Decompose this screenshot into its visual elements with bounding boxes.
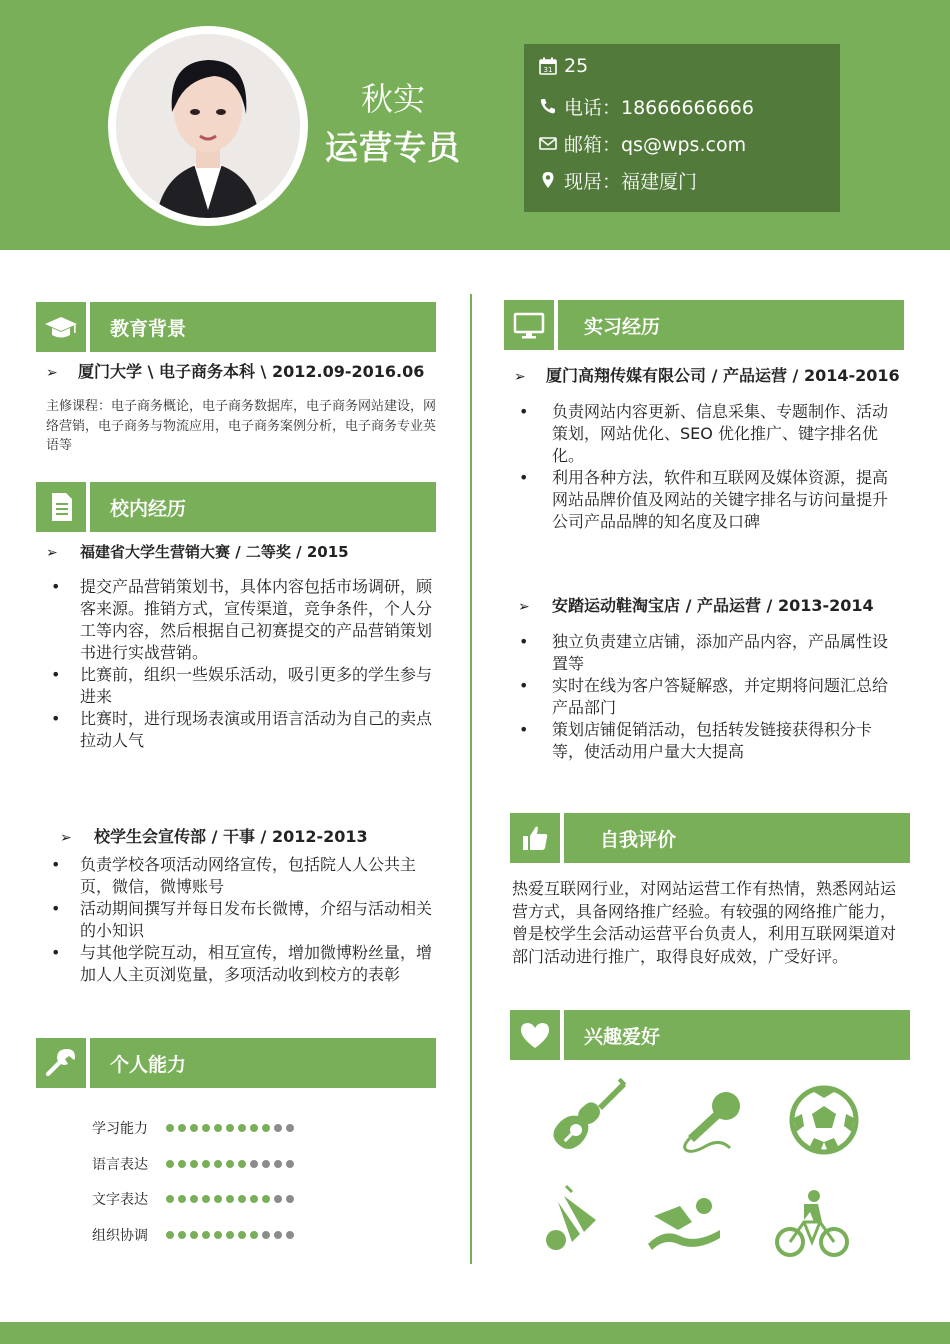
skill-dot-filled [214,1195,222,1203]
arrow-icon: ➢ [60,830,72,846]
skill-dot-empty [274,1160,282,1168]
education-entry-text: 厦门大学 \ 电子商务本科 \ 2012.09-2016.06 [78,362,425,381]
skill-dot-filled [250,1231,258,1239]
skill-dot-filled [202,1124,210,1132]
self-eval-icon-box [510,813,560,863]
arrow-icon: ➢ [46,545,58,561]
avatar [116,34,300,218]
skill-label: 组织协调 [92,1228,148,1244]
internship-entry-2-bullets [516,631,900,763]
job-title: 运营专员 [325,128,461,167]
skill-row [92,1189,294,1209]
email-row [564,129,746,157]
hobbies-section-header [510,1010,910,1060]
skill-dot-filled [238,1231,246,1239]
campus-entry-1-bullets [48,576,442,752]
calendar-badge-text: 31 [543,66,553,74]
list-item: • 独立负责建立店铺，添加产品内容，产品属性设置等 [516,631,900,675]
hobbies-title: 兴趣爱好 [564,1010,910,1060]
skill-label: 学习能力 [92,1121,148,1137]
internship-title: 实习经历 [558,300,904,350]
campus-entry-2-heading: ➢ 校学生会宣传部 / 干事 / 2012-2013 [60,827,368,846]
phone-text: 电话：18666666666 [564,96,754,119]
skill-dot-filled [226,1231,234,1239]
calendar-icon [538,56,558,76]
skill-dot-filled [190,1124,198,1132]
phone-row [564,92,754,120]
skill-dot-empty [286,1124,294,1132]
thumbs-up-icon [517,820,553,856]
skill-dot-filled [190,1160,198,1168]
skill-dot-empty [274,1231,282,1239]
list-item: • 活动期间撰写并每日发布长微博，介绍与活动相关的小知识 [48,898,442,942]
skill-dot-filled [178,1160,186,1168]
location-text: 现居：福建厦门 [564,170,698,193]
internship-entry-1-bullets [516,401,896,533]
skill-dot-filled [166,1195,174,1203]
skill-dot-empty [286,1231,294,1239]
skill-dot-filled [262,1124,270,1132]
guitar-icon [552,1078,628,1154]
skill-level-dots [166,1160,294,1168]
skill-dot-filled [178,1195,186,1203]
skill-dot-filled [250,1124,258,1132]
skill-dot-filled [226,1124,234,1132]
skill-dot-filled [190,1231,198,1239]
candidate-name: 秋实 [360,80,425,118]
skill-dot-empty [274,1195,282,1203]
swimming-icon [646,1184,722,1260]
header-banner [0,0,950,250]
campus-section-header [36,482,436,532]
hobbies-icon-box [510,1010,560,1060]
skill-dot-filled [178,1231,186,1239]
education-icon-box [36,302,86,352]
monitor-icon [511,307,547,343]
cycling-icon [774,1186,850,1262]
list-item: • 实时在线为客户答疑解惑，并定期将问题汇总给产品部门 [516,675,900,719]
location-row [564,166,697,194]
internship-entry-2-heading: ➢ 安踏运动鞋淘宝店 / 产品运营 / 2013-2014 [518,596,874,615]
document-icon [43,489,79,525]
microphone-icon [676,1080,752,1156]
contact-info-box [524,44,840,212]
skill-dot-empty [286,1195,294,1203]
skill-dot-filled [166,1160,174,1168]
campus-entry-1-heading: ➢ 福建省大学生营销大赛 / 二等奖 / 2015 [46,543,349,561]
skill-level-dots [166,1231,294,1239]
skill-dot-filled [250,1195,258,1203]
list-item: • 比赛前，组织一些娱乐活动，吸引更多的学生参与进来 [48,664,442,708]
internship-entry-1-heading: ➢ 厦门高翔传媒有限公司 / 产品运营 / 2014-2016 [514,366,900,385]
campus-title: 校内经历 [90,482,436,532]
internship-section-header [504,300,904,350]
skill-row [92,1225,294,1245]
list-item: • 负责网站内容更新、信息采集、专题制作、活动策划，网站优化、SEO 优化推广、键字排名优化。 [516,401,896,467]
skill-dot-filled [166,1124,174,1132]
skill-row [92,1118,294,1138]
skill-dot-empty [262,1231,270,1239]
arrow-icon: ➢ [518,599,530,615]
skill-dot-filled [214,1124,222,1132]
self-eval-title: 自我评价 [564,813,910,863]
skill-dot-filled [214,1160,222,1168]
age-row [543,52,589,80]
graduation-cap-icon [43,309,79,345]
internship-icon-box [504,300,554,350]
campus-icon-box [36,482,86,532]
skill-dot-filled [238,1124,246,1132]
list-item: • 策划店铺促销活动，包括转发链接获得积分卡等，使活动用户量大大提高 [516,719,900,763]
email-text: 邮箱：qs@wps.com [564,133,747,156]
location-pin-icon [538,170,558,190]
list-item: • 利用各种方法，软件和互联网及媒体资源，提高网站品牌价值及网站的关键字排名与访问量提升公司产品品牌的知名度及口碑 [516,467,896,533]
skill-dot-filled [190,1195,198,1203]
skill-level-dots [166,1124,294,1132]
skill-dot-filled [214,1231,222,1239]
skill-dot-filled [202,1195,210,1203]
heart-icon [517,1017,553,1053]
phone-icon [538,96,558,116]
arrow-icon: ➢ [514,369,526,385]
education-section-header [36,302,436,352]
skill-label: 语言表达 [92,1157,148,1173]
education-title: 教育背景 [90,302,436,352]
mail-icon [538,133,558,153]
list-item: • 提交产品营销策划书，具体内容包括市场调研，顾客来源。推销方式，宣传渠道，竞争条件，个人分工等内容，然后根据自己初赛提交的产品营销策划书进行实战营销。 [48,576,442,664]
skill-label: 文字表达 [92,1192,148,1208]
campus-entry-2-bullets [48,854,442,986]
skills-title: 个人能力 [90,1038,436,1088]
soccer-ball-icon [786,1082,862,1158]
education-entry [46,359,424,382]
list-item: • 比赛时，进行现场表演或用语言活动为自己的卖点拉动人气 [48,708,442,752]
skill-dot-empty [250,1160,258,1168]
skill-dot-filled [202,1160,210,1168]
skill-row [92,1154,294,1174]
self-eval-text: 热爱互联网行业，对网站运营工作有热情，熟悉网站运营方式，具备网络推广经验。有较强的网络推广能力，曾是校学生会活动运营平台负责人，利用互联网渠道对部门活动进行推广，取得良好成效，广受好评。 [512,879,897,966]
skills-icon-box [36,1038,86,1088]
self-eval-section-header [510,813,910,863]
skill-dot-empty [274,1124,282,1132]
skill-dot-filled [178,1124,186,1132]
skill-dot-filled [238,1160,246,1168]
skill-dot-filled [226,1195,234,1203]
avatar-frame [108,26,308,226]
skill-level-dots [166,1195,294,1203]
skills-section-header [36,1038,436,1088]
column-divider [470,294,472,1264]
skill-dot-empty [286,1160,294,1168]
skill-dot-filled [226,1160,234,1168]
skill-dot-filled [202,1231,210,1239]
list-item: • 负责学校各项活动网络宣传，包括院人人公共主页，微信，微博账号 [48,854,442,898]
skill-dot-filled [238,1195,246,1203]
education-courses: 主修课程：电子商务概论，电子商务数据库，电子商务网站建设，网络营销，电子商务与物流应用，电子商务案例分析，电子商务专业英语等 [46,399,437,453]
skill-dot-filled [166,1231,174,1239]
arrow-icon: ➢ [46,365,58,381]
skill-dot-filled [262,1195,270,1203]
skill-dot-empty [262,1160,270,1168]
badminton-icon [536,1180,612,1256]
age-text: 25 [564,55,589,77]
footer-bar [0,1322,950,1344]
wrench-icon [43,1045,79,1081]
list-item: • 与其他学院互动，相互宣传，增加微博粉丝量，增加人人主页浏览量，多项活动收到校方的表彰 [48,942,442,986]
